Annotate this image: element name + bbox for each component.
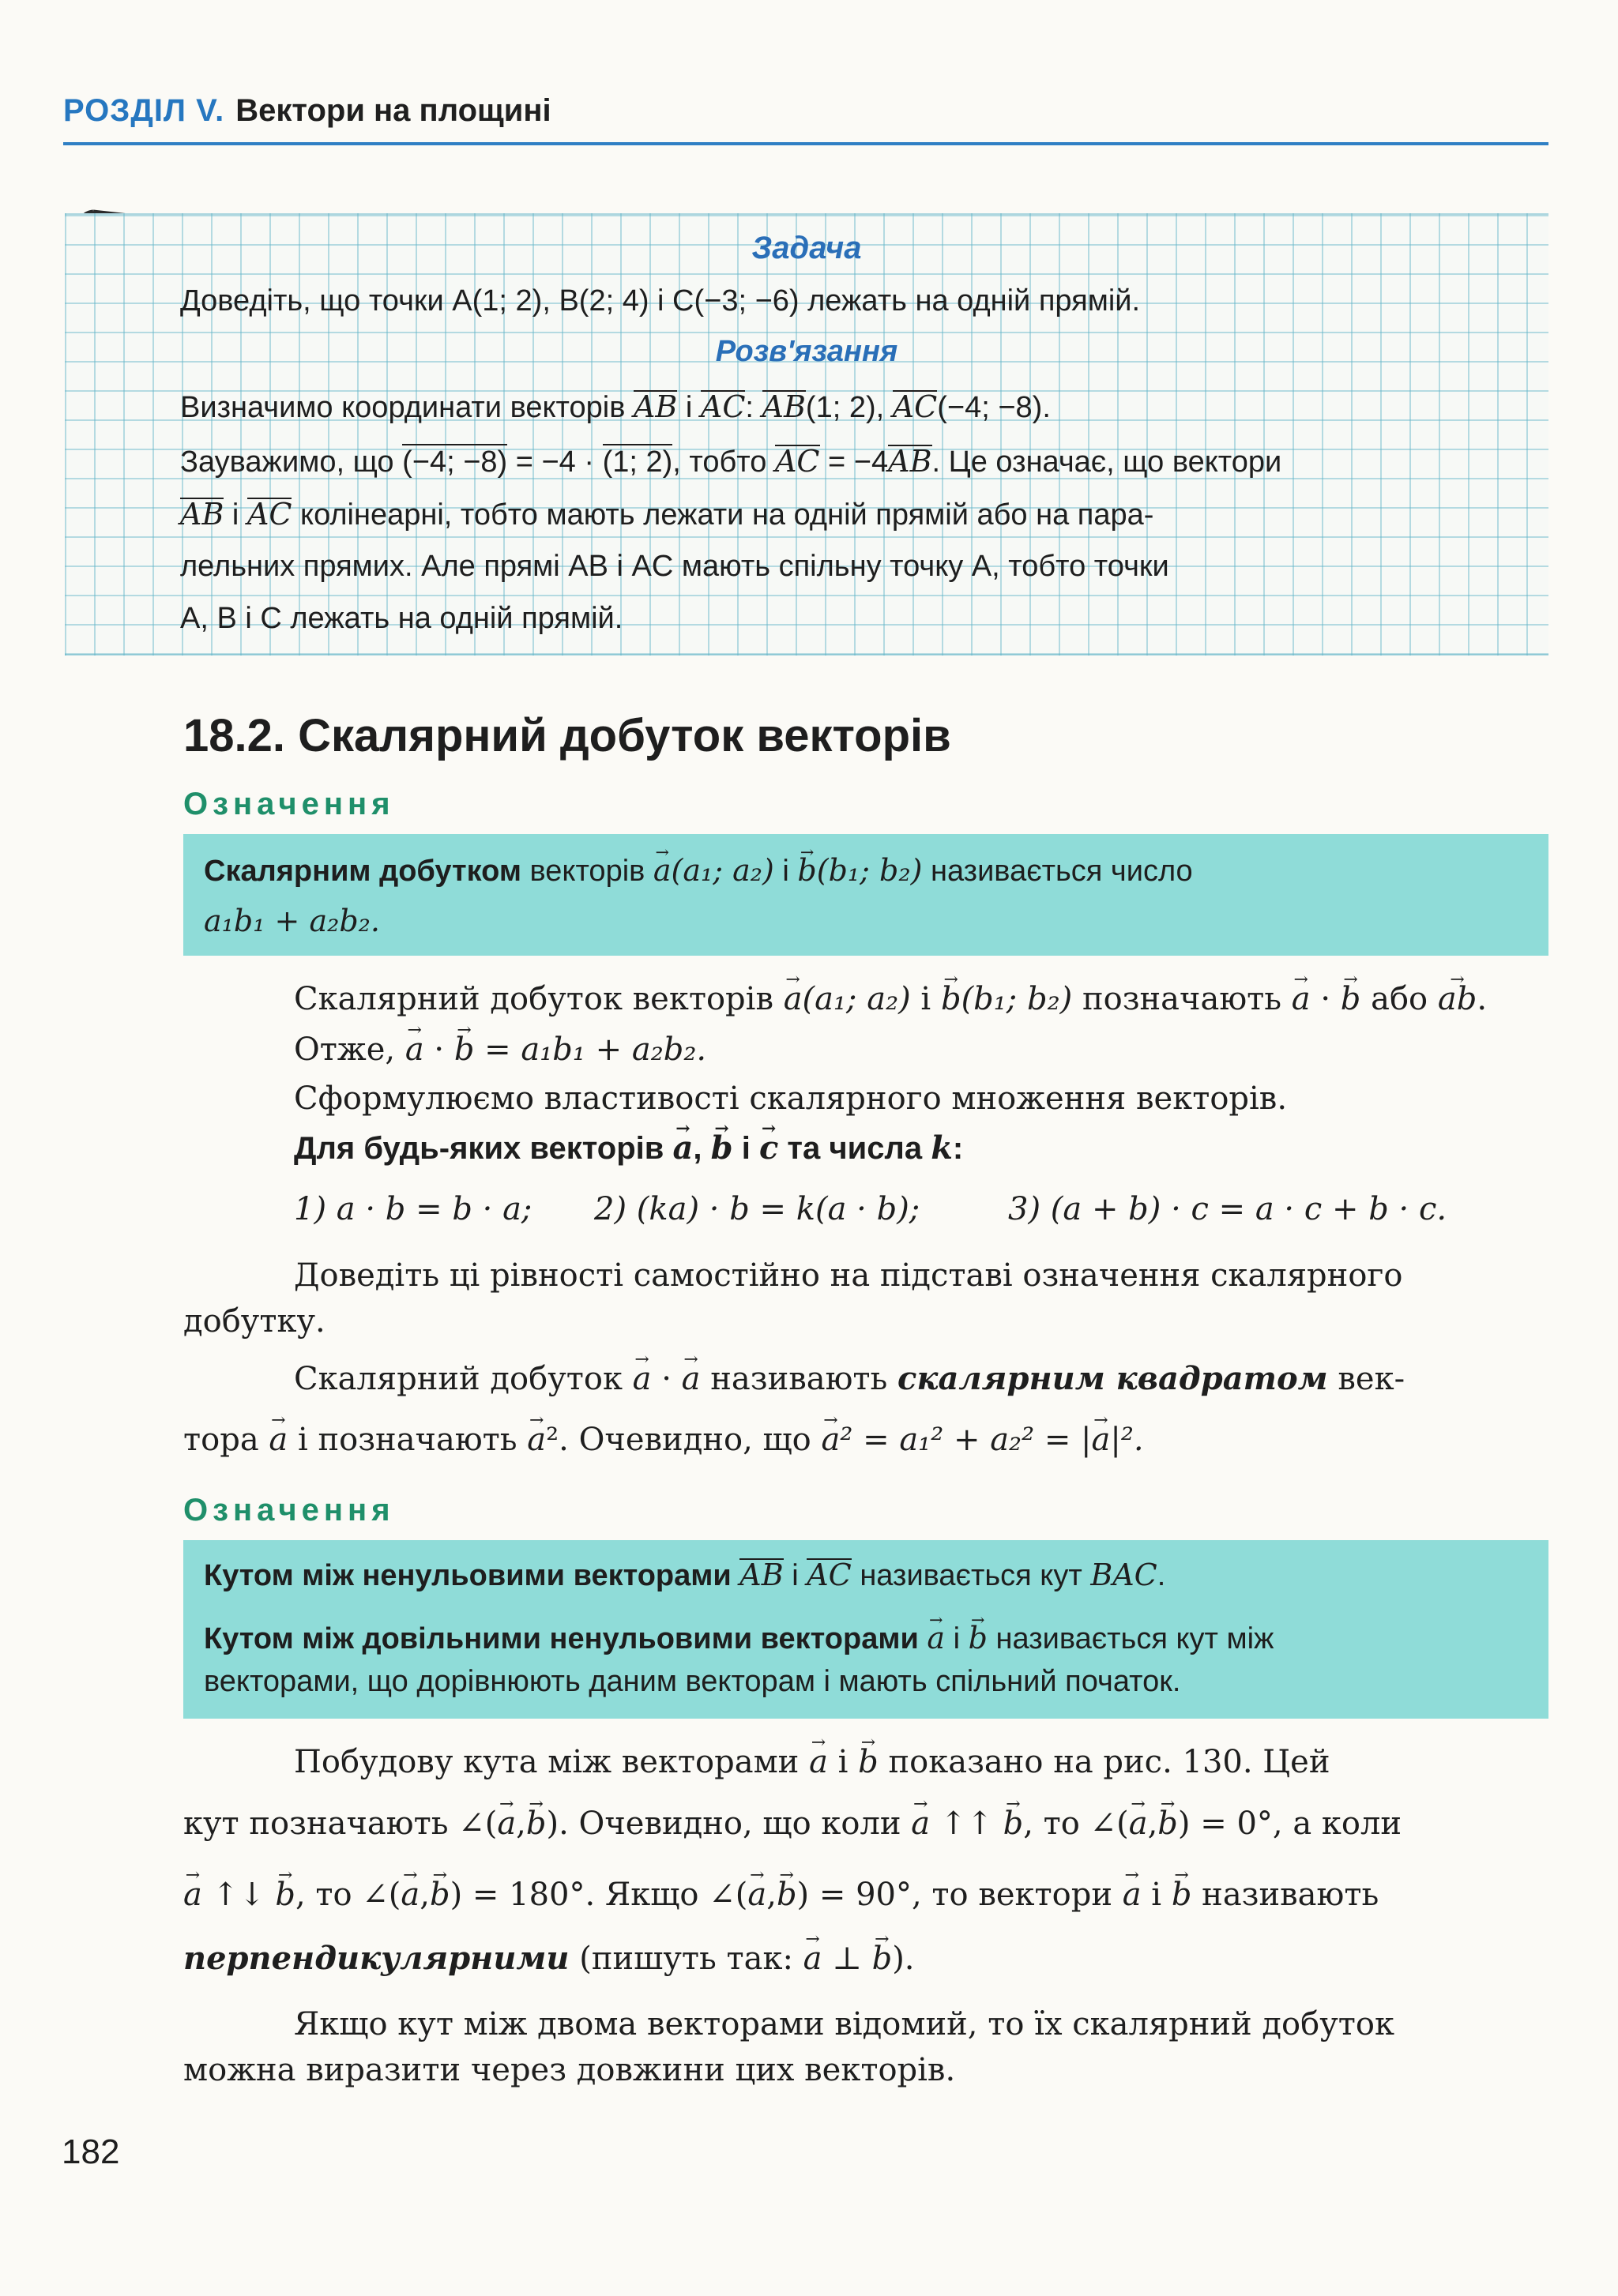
chapter-header — [63, 93, 1548, 145]
body-line: Якщо кут між двома векторами відомий, то їх скалярний добуток — [294, 2006, 1394, 2042]
definition-term: Кутом між довільними ненульовими векторами — [204, 1622, 919, 1655]
body-line: тора → a і позначають → a². Очевидно, що → a² = a₁² + a₂² = |→ a|². — [183, 1422, 1144, 1458]
section-heading: 18.2. Скалярний добуток векторів — [183, 710, 951, 761]
property-1: 1) a · b = b · a; — [294, 1191, 532, 1227]
body-line: можна виразити через довжини цих векторів. — [183, 2052, 956, 2088]
vector-ab: AB — [762, 389, 806, 424]
body-line: → a ↑↓ → b, то ∠(→ a,→ b) = 180°. Якщо ∠(→ a,→ b) = 90°, то вектори → a і → b називають — [183, 1877, 1379, 1913]
vector-ac: AC — [246, 497, 292, 532]
chapter-number: РОЗДІЛ V. — [63, 93, 225, 128]
definition-term: Кутом між ненульовими векторами — [204, 1559, 732, 1592]
solution-line-3: AB і AC колінеарні, тобто мають лежати на одній прямій або на пара- — [180, 497, 1154, 532]
task-statement: Доведіть, що точки A(1; 2), B(2; 4) і C(−3; −6) лежать на одній прямій. — [180, 284, 1141, 318]
body-line: Отже, → a · → b = a₁b₁ + a₂b₂. — [294, 1032, 706, 1068]
solution-line-2: Зауважимо, що (−4; −8) = −4 · (1; 2), тобто AC = −4AB. Це означає, що вектори — [180, 444, 1282, 479]
vector-ac: AC — [774, 444, 820, 479]
properties-intro: Для будь-яких векторів → a, → b і → c та числа k: — [294, 1129, 963, 1167]
definition-label: Означення — [183, 787, 395, 821]
body-line: Сформулюємо властивості скалярного множення векторів. — [294, 1080, 1288, 1117]
definition-label: Означення — [183, 1493, 395, 1528]
property-2: 2) (ka) · b = k(a · b); — [594, 1191, 920, 1227]
solution-line-1: Визначимо координати векторів AB і AC: AB(1; 2), AC(−4; −8). — [180, 389, 1051, 424]
body-line: Побудову кута між векторами → a і → b показано на рис. 130. Цей — [294, 1744, 1330, 1780]
vector-ab: AB — [180, 497, 224, 532]
property-3: 3) (a + b) · c = a · c + b · c. — [1008, 1191, 1447, 1227]
body-line: перпендикулярними (пишуть так: → a ⊥ → b). — [183, 1940, 915, 1977]
definition-box-dot-product: Скалярним добутком векторів → a(a₁; a₂) і → b(b₁; b₂) називається число a₁b₁ + a₂b₂. — [183, 834, 1548, 956]
body-line: Скалярний добуток векторів → a(a₁; a₂) і → b(b₁; b₂) позначають → a · → b або → ab. — [294, 981, 1487, 1017]
solution-title: Розв'язання — [715, 335, 898, 368]
vector-ab: AB — [633, 389, 678, 424]
body-line: добутку. — [183, 1303, 325, 1340]
chapter-title: Вектори на площині — [235, 93, 551, 128]
definition-formula: a₁b₁ + a₂b₂. — [204, 904, 380, 938]
vector-ab: AB — [888, 444, 932, 479]
page-number: 182 — [62, 2133, 120, 2171]
solution-line-5: A, B і C лежать на одній прямій. — [180, 602, 623, 635]
body-line: Скалярний добуток → a · → a називають скалярним квадратом век- — [294, 1360, 1405, 1397]
body-line: Доведіть ці рівності самостійно на підставі означення скалярного — [294, 1257, 1403, 1294]
vector-ac: AC — [700, 389, 746, 424]
task-box — [65, 213, 1548, 656]
body-line: кут позначають ∠(→ a,→ b). Очевидно, що коли → a ↑↑ → b, то ∠(→ a,→ b) = 0°, а коли — [183, 1806, 1402, 1842]
vector-ac: AC — [892, 389, 938, 424]
solution-line-4: лельних прямих. Але прямі AB і AC мають спільну точку A, тобто точки — [180, 550, 1169, 583]
task-title: Задача — [751, 231, 862, 265]
definition-term: Скалярним добутком — [204, 855, 521, 888]
definition-box-angle: Кутом між ненульовими векторами AB і AC називається кут BAC. Кутом між довільними ненульовими векторами → a і → b називається кут між векторами, що дорівнюють даним векторам і мають спільний початок. — [183, 1540, 1548, 1719]
